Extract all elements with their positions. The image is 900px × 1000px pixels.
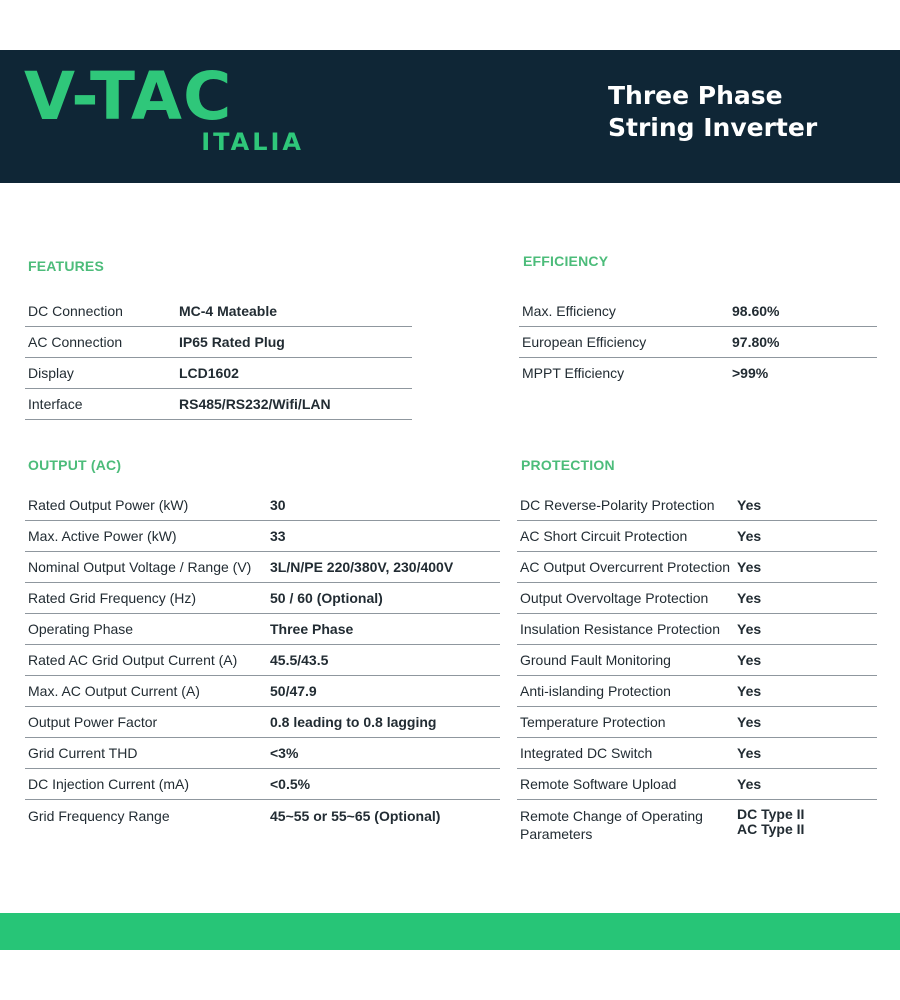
title-line-2: String Inverter <box>608 113 818 142</box>
protection-row <box>517 800 877 852</box>
protection-value: Yes <box>734 521 877 552</box>
protection-value-line: AC Type II <box>737 821 805 837</box>
protection-value: Yes <box>734 676 877 707</box>
protection-label: AC Output Overcurrent Protection <box>517 552 734 583</box>
protection-row <box>517 614 877 645</box>
protection-value: Yes <box>734 614 877 645</box>
output-row <box>25 676 500 707</box>
protection-value: Yes <box>734 645 877 676</box>
protection-value-line: DC Type II <box>737 806 805 822</box>
protection-value: Yes <box>734 490 877 521</box>
features-value: RS485/RS232/Wifi/LAN <box>176 389 412 420</box>
output-label: Rated Grid Frequency (Hz) <box>25 583 267 614</box>
efficiency-row <box>519 327 877 358</box>
protection-row <box>517 769 877 800</box>
protection-label-line: Remote Change of Operating <box>520 808 703 824</box>
protection-row <box>517 645 877 676</box>
output-row <box>25 738 500 769</box>
protection-row <box>517 521 877 552</box>
protection-row <box>517 707 877 738</box>
protection-heading: PROTECTION <box>521 457 615 473</box>
protection-value: Yes <box>734 769 877 800</box>
output-row <box>25 583 500 614</box>
protection-label: Output Overvoltage Protection <box>517 583 734 614</box>
output-value: 0.8 leading to 0.8 lagging <box>267 707 500 738</box>
protection-row <box>517 676 877 707</box>
output-label: DC Injection Current (mA) <box>25 769 267 800</box>
protection-label-line: Parameters <box>520 826 593 842</box>
output-label: Output Power Factor <box>25 707 267 738</box>
output-value: Three Phase <box>267 614 500 645</box>
protection-row <box>517 583 877 614</box>
output-value: 3L/N/PE 220/380V, 230/400V <box>267 552 500 583</box>
protection-value: Yes <box>734 707 877 738</box>
efficiency-value: >99% <box>732 365 769 381</box>
efficiency-label: European Efficiency <box>519 327 729 358</box>
features-row <box>25 389 412 420</box>
output-label: Max. AC Output Current (A) <box>25 676 267 707</box>
footer-accent-bar <box>0 913 900 950</box>
efficiency-value: 97.80% <box>729 327 877 358</box>
features-row <box>25 296 412 327</box>
output-value: 30 <box>267 490 500 521</box>
output-label: Nominal Output Voltage / Range (V) <box>25 552 267 583</box>
output-row <box>25 552 500 583</box>
output-value: <0.5% <box>267 769 500 800</box>
logo-subtitle: ITALIA <box>201 128 304 156</box>
header-banner <box>0 50 900 183</box>
features-label: AC Connection <box>25 327 176 358</box>
protection-label: Ground Fault Monitoring <box>517 645 734 676</box>
brand-logo <box>24 58 314 163</box>
protection-label: Remote Software Upload <box>517 769 734 800</box>
protection-row <box>517 490 877 521</box>
output-label: Rated Output Power (kW) <box>25 490 267 521</box>
output-row <box>25 521 500 552</box>
protection-label: Anti-islanding Protection <box>517 676 734 707</box>
features-value: MC-4 Mateable <box>176 296 412 327</box>
protection-table <box>517 490 877 851</box>
efficiency-value: 98.60% <box>729 296 877 327</box>
output-row <box>25 645 500 676</box>
output-value: 33 <box>267 521 500 552</box>
efficiency-row <box>519 358 877 389</box>
features-row <box>25 358 412 389</box>
logo-wordmark: V-TAC <box>24 58 233 135</box>
protection-value: Yes <box>734 583 877 614</box>
output-row <box>25 800 500 852</box>
output-value: 50/47.9 <box>267 676 500 707</box>
protection-row <box>517 552 877 583</box>
protection-label: Temperature Protection <box>517 707 734 738</box>
title-line-1: Three Phase <box>608 81 783 110</box>
protection-label: Insulation Resistance Protection <box>517 614 734 645</box>
efficiency-row <box>519 296 877 327</box>
features-table <box>25 296 412 420</box>
output-row <box>25 707 500 738</box>
output-label: Grid Current THD <box>25 738 267 769</box>
protection-label <box>517 800 734 852</box>
features-label: Display <box>25 358 176 389</box>
efficiency-label: Max. Efficiency <box>519 296 729 327</box>
output-label: Grid Frequency Range <box>28 808 170 824</box>
output-value: 45.5/43.5 <box>267 645 500 676</box>
output-label: Operating Phase <box>25 614 267 645</box>
features-heading: FEATURES <box>28 258 105 274</box>
protection-value: Yes <box>734 738 877 769</box>
features-value: LCD1602 <box>176 358 412 389</box>
features-label: Interface <box>25 389 176 420</box>
protection-label: Integrated DC Switch <box>517 738 734 769</box>
protection-label: DC Reverse-Polarity Protection <box>517 490 734 521</box>
protection-label: AC Short Circuit Protection <box>517 521 734 552</box>
output-heading: OUTPUT (AC) <box>28 457 122 473</box>
output-value: 50 / 60 (Optional) <box>267 583 500 614</box>
efficiency-heading: EFFICIENCY <box>523 253 609 269</box>
protection-value <box>734 800 877 852</box>
features-row <box>25 327 412 358</box>
features-value: IP65 Rated Plug <box>176 327 412 358</box>
output-row <box>25 614 500 645</box>
efficiency-label: MPPT Efficiency <box>522 365 625 381</box>
protection-value: Yes <box>734 552 877 583</box>
features-label: DC Connection <box>25 296 176 327</box>
output-value: <3% <box>267 738 500 769</box>
page-title <box>608 80 817 144</box>
efficiency-table <box>519 296 877 388</box>
output-value: 45~55 or 55~65 (Optional) <box>270 808 441 824</box>
output-label: Rated AC Grid Output Current (A) <box>25 645 267 676</box>
protection-row <box>517 738 877 769</box>
output-row <box>25 769 500 800</box>
output-label: Max. Active Power (kW) <box>25 521 267 552</box>
output-row <box>25 490 500 521</box>
output-table <box>25 490 500 851</box>
